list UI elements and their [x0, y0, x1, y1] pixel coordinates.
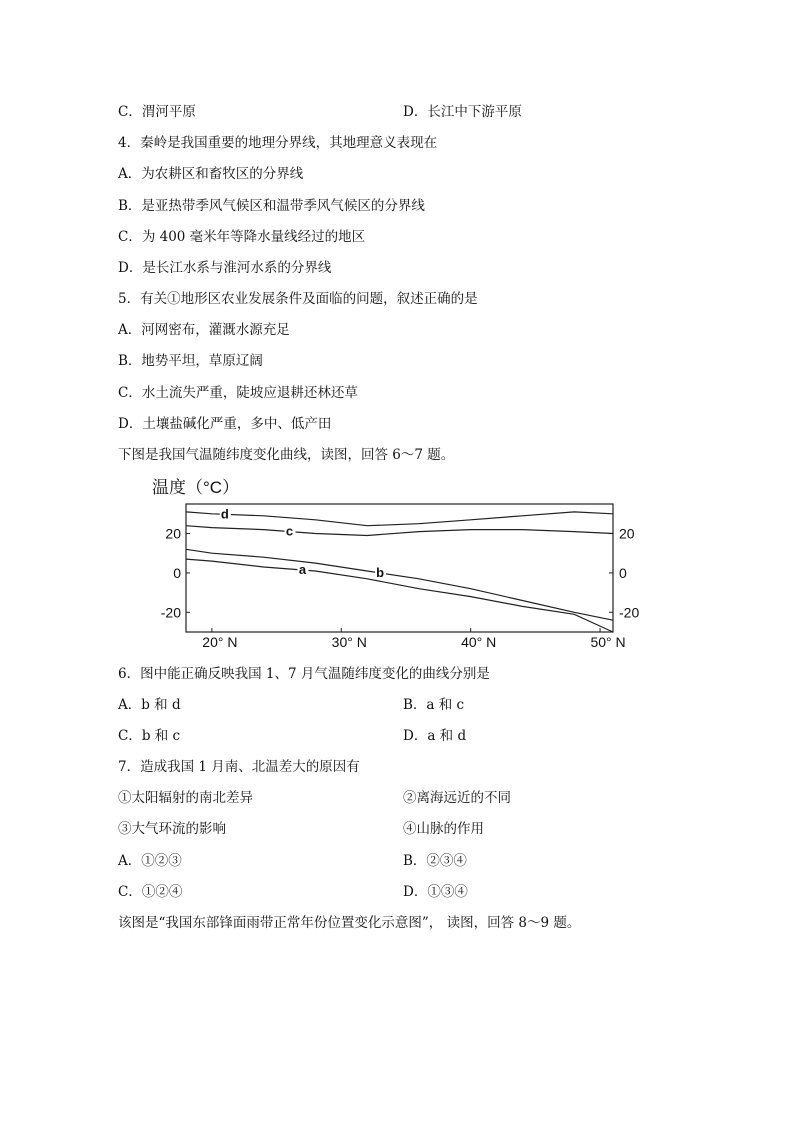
q5-option-c: C．水土流失严重，陡坡应退耕还林还草 [118, 385, 358, 401]
q7-statement-3: ③大气环流的影响 [118, 821, 226, 837]
series-c-label: c [285, 523, 294, 539]
q3-option-c: C．渭河平原 [118, 104, 196, 120]
intro-8-9: 该图是“我国东部锋面雨带正常年份位置变化示意图”， 读图，回答 8～9 题。 [118, 915, 581, 931]
q7-statement-1: ①太阳辐射的南北差异 [118, 790, 253, 806]
q7-option-c: C．①②④ [118, 884, 183, 900]
temperature-latitude-chart [146, 476, 642, 650]
y-tick-left-label: 20 [165, 525, 181, 542]
q6-option-b: B．a 和 c [403, 697, 465, 713]
series-c-line [186, 526, 613, 536]
q5-stem: 5．有关①地形区农业发展条件及面临的问题，叙述正确的是 [118, 291, 478, 307]
q4-stem: 4．秦岭是我国重要的地理分界线，其地理意义表现在 [118, 135, 438, 151]
q7-stem: 7．造成我国 1 月南、北温差大的原因有 [118, 759, 360, 775]
y-tick-right-label: -20 [619, 604, 640, 621]
y-tick-right-label: 20 [619, 525, 635, 542]
series-a-line [186, 559, 613, 632]
y-tick-left-label: -20 [160, 604, 181, 621]
q6-stem: 6．图中能正确反映我国 1、7 月气温随纬度变化的曲线分别是 [118, 666, 490, 682]
series-b-label: b [376, 564, 385, 580]
plot-frame [186, 504, 613, 632]
series-a-label: a [298, 561, 307, 577]
q6-option-a: A．b 和 d [118, 697, 181, 713]
q7-option-d: D．①③④ [403, 884, 468, 900]
x-tick-label: 50° N [590, 634, 626, 650]
y-tick-left-label: 0 [173, 564, 181, 581]
q7-statement-4: ④山脉的作用 [403, 821, 484, 837]
q5-option-a: A．河网密布，灌溉水源充足 [118, 322, 290, 338]
x-tick-label: 40° N [461, 634, 497, 650]
y-tick-right-label: 0 [619, 564, 627, 581]
q4-option-b: B．是亚热带季风气候区和温带季风气候区的分界线 [118, 198, 425, 214]
series-d-label: d [220, 506, 229, 522]
q7-option-a: A．①②③ [118, 853, 182, 869]
intro-6-7: 下图是我国气温随纬度变化曲线，读图，回答 6～7 题。 [118, 447, 455, 463]
q7-statement-2: ②离海远近的不同 [403, 790, 511, 806]
q7-option-b: B．②③④ [403, 853, 467, 869]
x-tick-label: 20° N [202, 634, 238, 650]
q6-option-c: C．b 和 c [118, 728, 181, 744]
x-tick-label: 30° N [331, 634, 367, 650]
q4-option-d: D．是长江水系与淮河水系的分界线 [118, 260, 332, 276]
q3-option-d: D．长江中下游平原 [403, 104, 522, 120]
q4-option-c: C．为 400 毫米年等降水量线经过的地区 [118, 229, 366, 245]
series-d-line [186, 512, 613, 526]
y-axis-label: 温度（°C） [152, 478, 240, 497]
q6-option-d: D．a 和 d [403, 728, 467, 744]
q4-option-a: A．为农耕区和畜牧区的分界线 [118, 166, 304, 182]
q5-option-d: D．土壤盐碱化严重，多中、低产田 [118, 416, 332, 432]
q5-option-b: B．地势平坦，草原辽阔 [118, 353, 263, 369]
